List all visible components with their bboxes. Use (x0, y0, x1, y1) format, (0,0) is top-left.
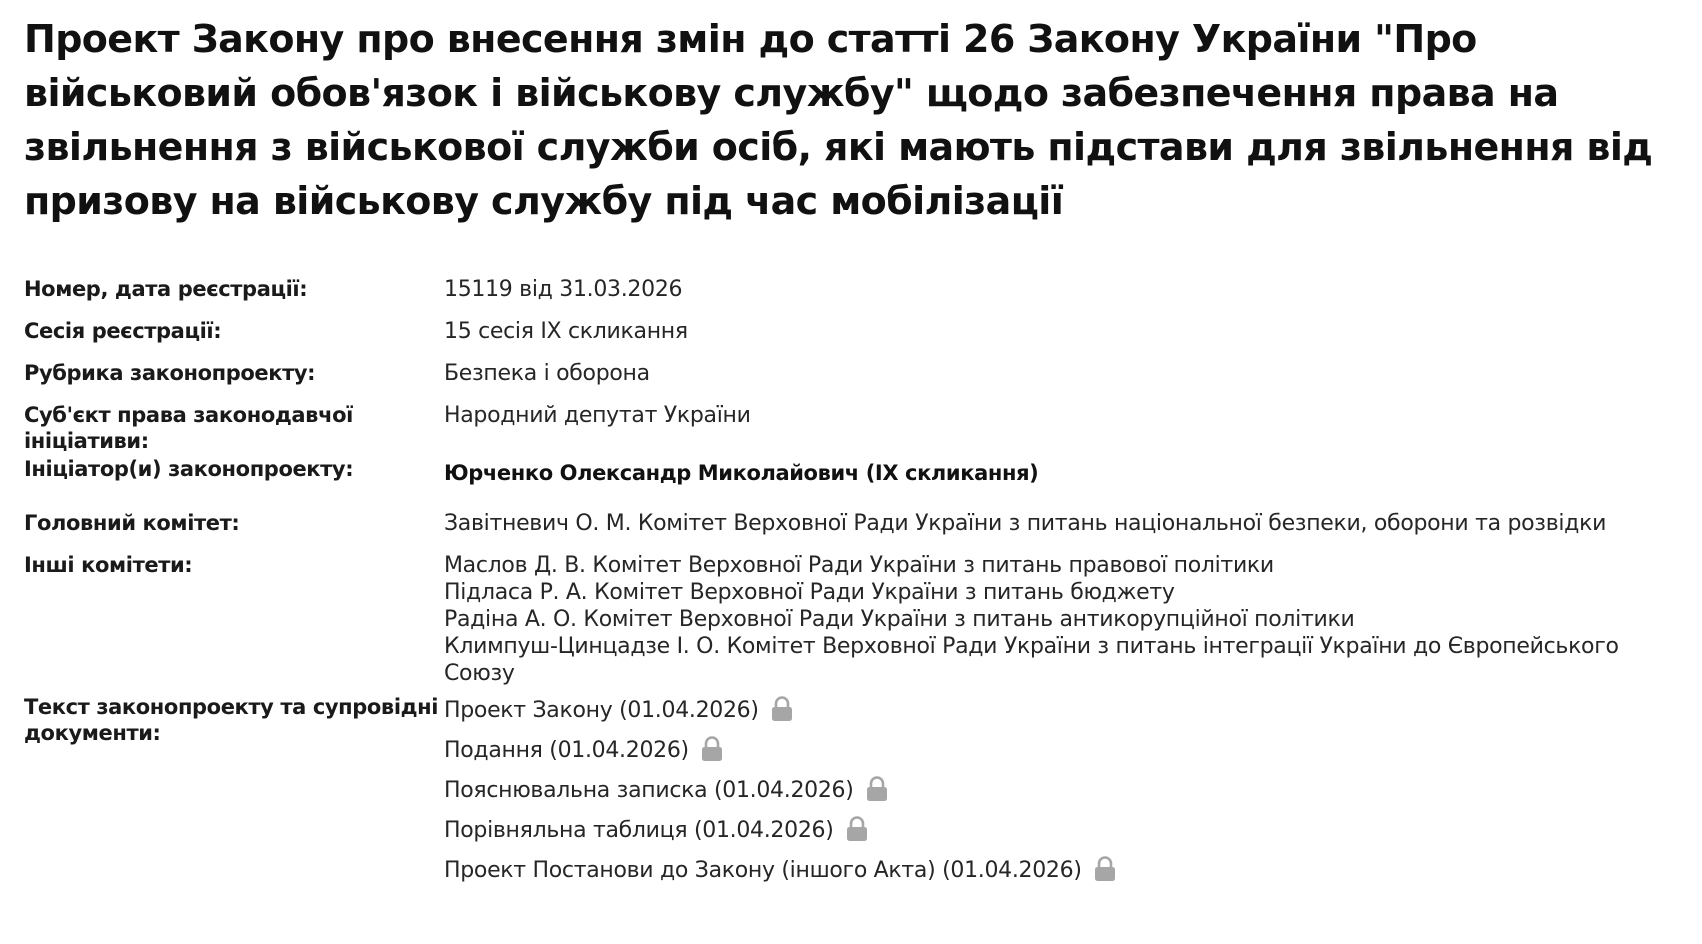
bill-info-table (24, 276, 1684, 890)
committee-item: Маслов Д. В. Комітет Верховної Ради України з питань правової політики (444, 553, 1274, 578)
main-committee-value: Завітневич О. М. Комітет Верховної Ради України з питань національної безпеки, оборони та розвідки (444, 511, 1607, 536)
subject-label: Суб'єкт права законодавчої ініціативи: (24, 403, 353, 453)
committee-item: Климпуш-Цинцадзе І. О. Комітет Верховної Ради України з питань інтеграції України до Європейського Союзу (444, 634, 1619, 686)
other-committees-list (444, 552, 1684, 687)
document-link[interactable]: Проект Закону (01.04.2026) (444, 697, 759, 723)
main-committee-label: Головний комітет: (24, 511, 240, 535)
lock-icon (701, 736, 723, 762)
documents-list-wrapper (444, 690, 1684, 890)
document-item[interactable] (444, 810, 1684, 850)
other-committees-row (24, 552, 1684, 694)
subject-value: Народний депутат України (444, 403, 751, 428)
session-value: 15 сесія IX скликання (444, 319, 688, 344)
registration-label: Номер, дата реєстрації: (24, 277, 308, 301)
session-row (24, 318, 1684, 360)
document-link[interactable]: Проект Постанови до Закону (іншого Акта) (01.04.2026) (444, 857, 1082, 883)
lock-icon (771, 696, 793, 722)
document-item[interactable] (444, 850, 1684, 890)
document-item[interactable] (444, 770, 1684, 810)
bill-title: Проект Закону про внесення змін до статті 26 Закону України "Про військовий обов'язок і військову службу" щодо забезпечення права на звільнення з військової служби осіб, які мають підстави для звільнення від призову на військову службу під час мобілізації (24, 17, 1653, 223)
document-item[interactable] (444, 690, 1684, 730)
document-link[interactable]: Пояснювальна записка (01.04.2026) (444, 777, 854, 803)
lock-icon (1094, 856, 1116, 882)
documents-row (24, 694, 1684, 890)
subject-row (24, 402, 1684, 456)
main-committee-row (24, 510, 1684, 552)
document-item[interactable] (444, 730, 1684, 770)
committee-item: Підласа Р. А. Комітет Верховної Ради України з питань бюджету (444, 580, 1175, 605)
rubric-label: Рубрика законопроекту: (24, 361, 316, 385)
rubric-row (24, 360, 1684, 402)
committee-item: Радіна А. О. Комітет Верховної Ради України з питань антикорупційної політики (444, 607, 1355, 632)
lock-icon (846, 816, 868, 842)
rubric-value: Безпека і оборона (444, 361, 650, 386)
initiator-link[interactable]: Юрченко Олександр Миколайович (IX скликання) (444, 461, 1039, 485)
initiator-label: Ініціатор(и) законопроекту: (24, 457, 354, 481)
documents-label: Текст законопроекту та супровідні документи: (24, 695, 439, 745)
bill-page (24, 12, 1684, 228)
documents-list (444, 690, 1684, 890)
registration-value: 15119 від 31.03.2026 (444, 277, 683, 302)
document-link[interactable]: Подання (01.04.2026) (444, 737, 689, 763)
initiator-row (24, 456, 1684, 510)
other-committees-label: Інші комітети: (24, 553, 193, 577)
lock-icon (866, 776, 888, 802)
document-link[interactable]: Порівняльна таблиця (01.04.2026) (444, 817, 834, 843)
session-label: Сесія реєстрації: (24, 319, 222, 343)
registration-row (24, 276, 1684, 318)
